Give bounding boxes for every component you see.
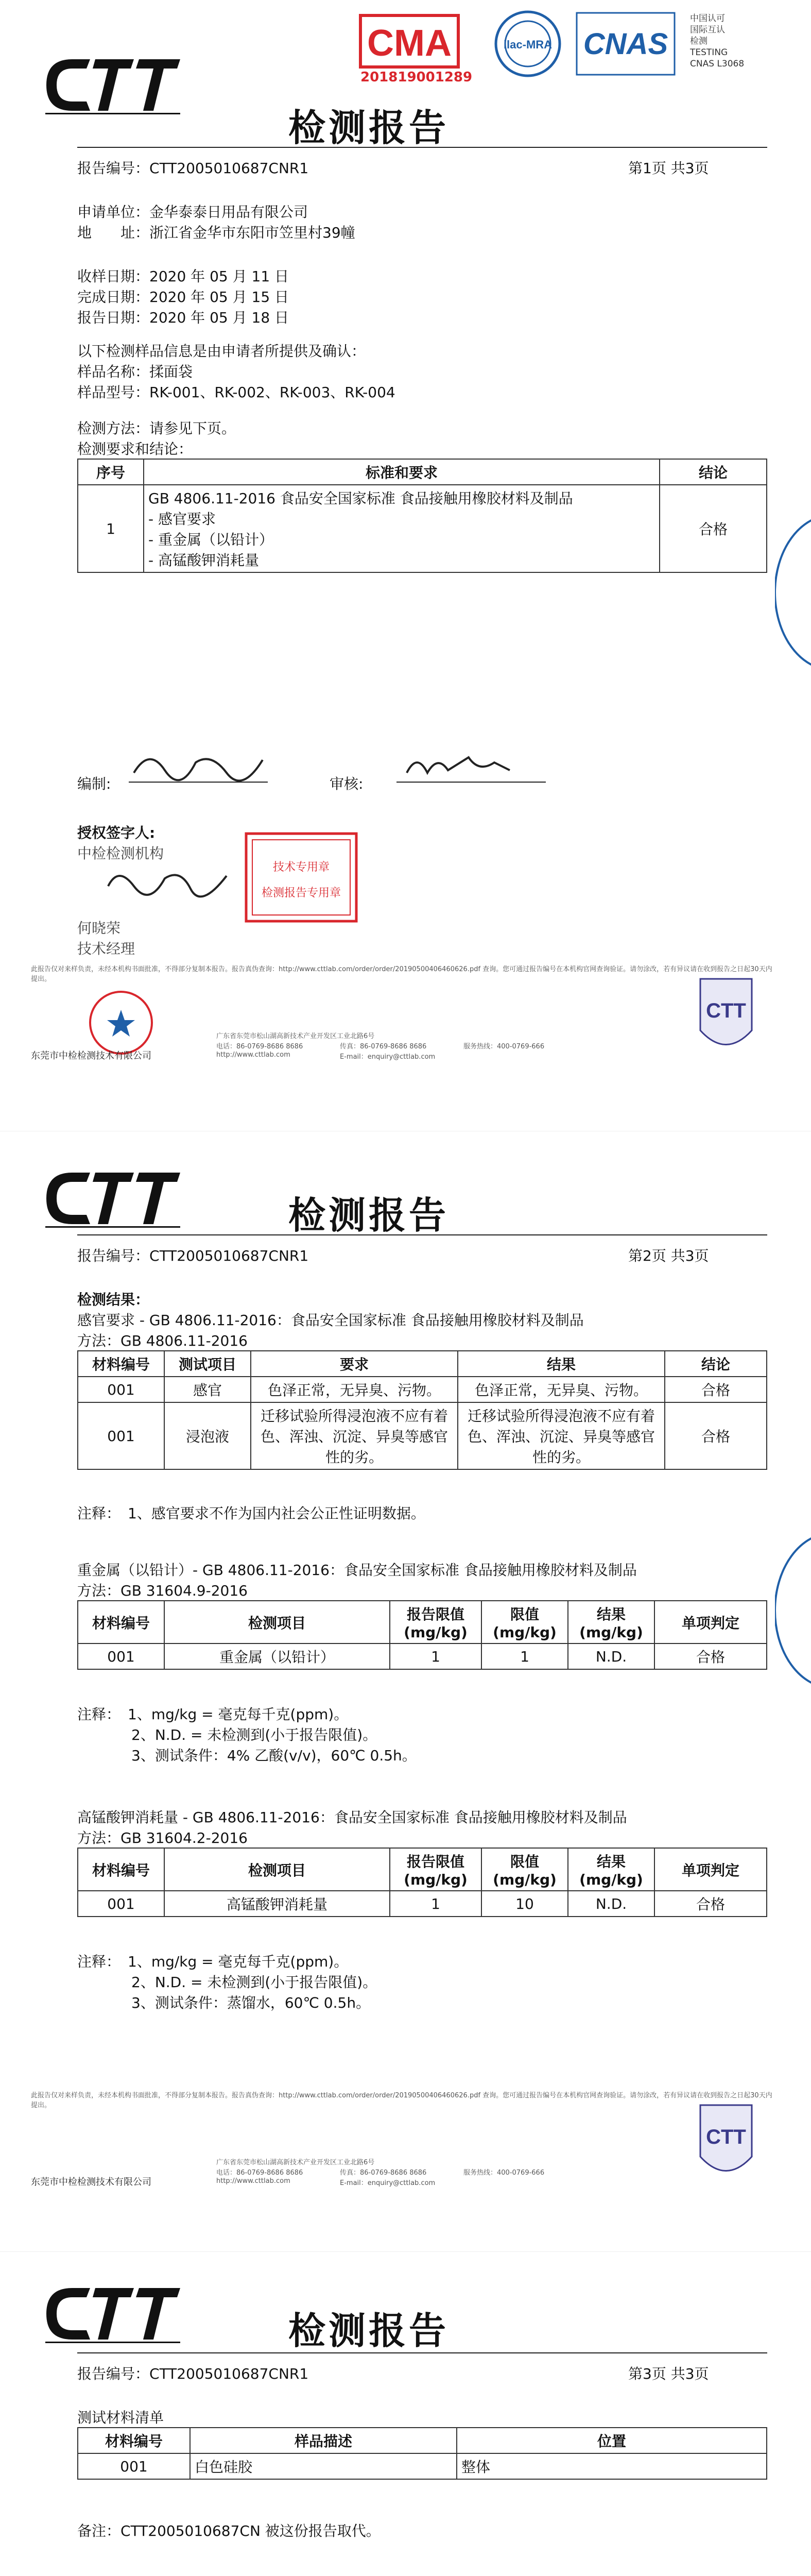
kmno4-note-3: 3、测试条件：蒸馏水，60℃ 0.5h。 [131,1994,371,2011]
heavy-metal-requirement: 重金属（以铅计）- GB 4806.11-2016：食品安全国家标准 食品接触用橡胶材料及制品 [77,1562,637,1579]
divider [77,147,767,148]
table-row: 001 浸泡液 迁移试验所得浸泡液不应有着色、浑浊、沉淀、异臭等感官性的劣。 迁移试验所得浸泡液不应有着色、浑浊、沉淀、异臭等感官性的劣。 合格 [78,1402,767,1469]
side-seal [775,1533,811,1688]
svg-text:CMA: CMA [367,23,452,64]
sensory-table [77,1350,767,1470]
section-title: 检测结果： [77,1291,150,1308]
report-date: 报告日期：2020 年 05 月 18 日 [77,309,289,326]
completed-date: 完成日期：2020 年 05 月 15 日 [77,289,289,306]
sensory-requirement: 感官要求 - GB 4806.11-2016：食品安全国家标准 食品接触用橡胶材料及制品 [77,1312,584,1329]
divider [77,1234,767,1235]
reviewer-signature [396,742,551,790]
table-header-row: 材料编号 测试项目 要求 结果 结论 [78,1351,767,1377]
sample-model: 样品型号：RK-001、RK-002、RK-003、RK-004 [77,384,395,401]
test-result-line: 检测要求和结论： [77,440,193,457]
ctt-emblem-icon [695,2100,757,2190]
sensory-method: 方法：GB 4806.11-2016 [77,1332,248,1349]
material-table [77,2427,767,2480]
table-header-row: 序号 标准和要求 结论 [78,459,767,485]
kmno4-table [77,1848,767,1917]
approver-signature [103,855,257,909]
heavy-metal-method: 方法：GB 31604.9-2016 [77,1582,248,1599]
approver-name: 何晓荣 [77,920,121,937]
cnas-mark-icon [577,13,675,75]
svg-text:技术专用章: 技术专用章 [272,861,330,874]
report-page-2 [0,1131,811,2242]
approver-title: 技术经理 [77,940,135,957]
page-footer: 此报告仅对来样负责，未经本机构书面批准，不得部分复制本报告。报告真伪查询：http://www.cttlab.com/order/order/20190500406460626.pdf 查询。您可通过报告编号在本机构官网查询验证。请勿涂改，若有异议请在收到报告之日起30天内提出。 东莞市中检检测技术有限公司 广东省东莞市松山湖高新技术产业开发区工业北路6号 电话：86-0769-8686 8686 传真：86-0769-8686 8686 服务热线：400-0769-666 http://www.cttlab.com E-mail：enquiry@cttlab.com CTT [31,2090,778,2234]
table-row: 001 重金属（以铅计） 1 1 N.D. 合格 [78,1643,767,1669]
table-header-row: 材料编号 检测项目 报告限值 (mg/kg) 限值 (mg/kg) 结果 (mg/kg) 单项判定 [78,1848,767,1891]
page-indicator: 第1页 共3页 [628,160,709,177]
applicant-line: 申请单位：金华泰泰日用品有限公司 [77,204,308,221]
report-page-3 [0,2251,811,2576]
report-title: 检测报告 [288,2309,450,2352]
cma-number: 201819001289 [360,70,473,85]
reviewer-label: 审核: [330,775,364,792]
kmno4-method: 方法：GB 31604.2-2016 [77,1829,248,1846]
table-row: 1 GB 4806.11-2016 食品安全国家标准 食品接触用橡胶材料及制品 - 感官要求 - 重金属（以铅计） - 高锰酸钾消耗量 合格 [78,485,767,572]
cma-mark-icon [360,15,458,67]
divider [77,2352,767,2353]
table-header-row: 材料编号 样品描述 位置 [78,2428,767,2453]
heavy-metal-note-3: 3、测试条件：4% 乙酸(v/v)，60℃ 0.5h。 [131,1747,417,1764]
table-row: 001 感官 色泽正常，无异臭、污物。 色泽正常，无异臭、污物。 合格 [78,1377,767,1402]
svg-text:CTT: CTT [706,2126,746,2148]
sensory-note: 注释： 1、感官要求不作为国内社会公正性证明数据。 [77,1505,425,1522]
editor-label: 编制: [77,775,111,792]
report-number: 报告编号：CTT2005010687CNR1 [77,1247,309,1264]
report-page-1 [0,0,811,1118]
summary-table [77,459,767,573]
page-indicator: 第2页 共3页 [628,1247,709,1264]
ctt-emblem-icon [695,974,757,1063]
sample-intro: 以下检测样品信息是由申请者所提供及确认： [77,343,366,360]
ilac-mra-icon [496,12,560,76]
technical-stamp [242,829,360,929]
table-row: 001 高锰酸钾消耗量 1 10 N.D. 合格 [78,1891,767,1917]
heavy-metal-table [77,1600,767,1670]
kmno4-note-1: 注释： 1、mg/kg = 毫克每千克(ppm)。 [77,1953,349,1970]
svg-text:CNAS: CNAS [583,27,668,61]
org-label: 中检检测机构 [77,845,164,862]
ctt-logo [41,2283,185,2345]
side-seal [775,515,811,670]
ctt-logo [41,54,185,116]
report-title: 检测报告 [288,1193,450,1237]
test-method-line: 检测方法：请参见下页。 [77,420,236,437]
svg-text:CTT: CTT [706,999,746,1022]
report-title: 检测报告 [288,106,450,149]
remark: 备注：CTT2005010687CN 被这份报告取代。 [77,2522,381,2539]
sample-name: 样品名称：揉面袋 [77,363,193,380]
address-line: 地 址：浙江省金华市东阳市笠里村39幢 [77,224,355,241]
round-seal-icon [88,989,154,1058]
table-row: 001 白色硅胶 整体 [78,2453,767,2479]
ctt-logo [41,1167,185,1229]
editor-signature [129,742,273,790]
approver-label: 授权签字人: [77,824,156,841]
table-header-row: 材料编号 检测项目 报告限值 (mg/kg) 限值 (mg/kg) 结果 (mg/kg) 单项判定 [78,1601,767,1643]
cnas-caption: 中国认可 国际互认 检测 TESTING CNAS L3068 [690,13,745,69]
kmno4-note-2: 2、N.D. = 未检测到(小于报告限值)。 [131,1974,377,1991]
page-footer: 此报告仅对来样负责，未经本机构书面批准，不得部分复制本报告。报告真伪查询：http://www.cttlab.com/order/order/20190500406460626.pdf 查询。您可通过报告编号在本机构官网查询验证。请勿涂改，若有异议请在收到报告之日起30天内提出。 东莞市中检检测技术有限公司 广东省东莞市松山湖高新技术产业开发区工业北路6号 电话：86-0769-8686 8686 传真：86-0769-8686 8686 服务热线：400-0769-666 http://www.cttlab.com E-mail：enquiry@cttlab.com CTT [31,963,778,1108]
svg-text:ilac-MRA: ilac-MRA [503,38,553,51]
received-date: 收样日期：2020 年 05 月 11 日 [77,268,289,285]
page-indicator: 第3页 共3页 [628,2365,709,2382]
heavy-metal-note-1: 注释： 1、mg/kg = 毫克每千克(ppm)。 [77,1706,349,1723]
material-list-title: 测试材料清单 [77,2409,164,2426]
svg-text:检测报告专用章: 检测报告专用章 [261,887,341,900]
heavy-metal-note-2: 2、N.D. = 未检测到(小于报告限值)。 [131,1726,377,1743]
report-number: 报告编号：CTT2005010687CNR1 [77,160,309,177]
kmno4-requirement: 高锰酸钾消耗量 - GB 4806.11-2016：食品安全国家标准 食品接触用橡胶材料及制品 [77,1809,627,1826]
report-number: 报告编号：CTT2005010687CNR1 [77,2365,309,2382]
